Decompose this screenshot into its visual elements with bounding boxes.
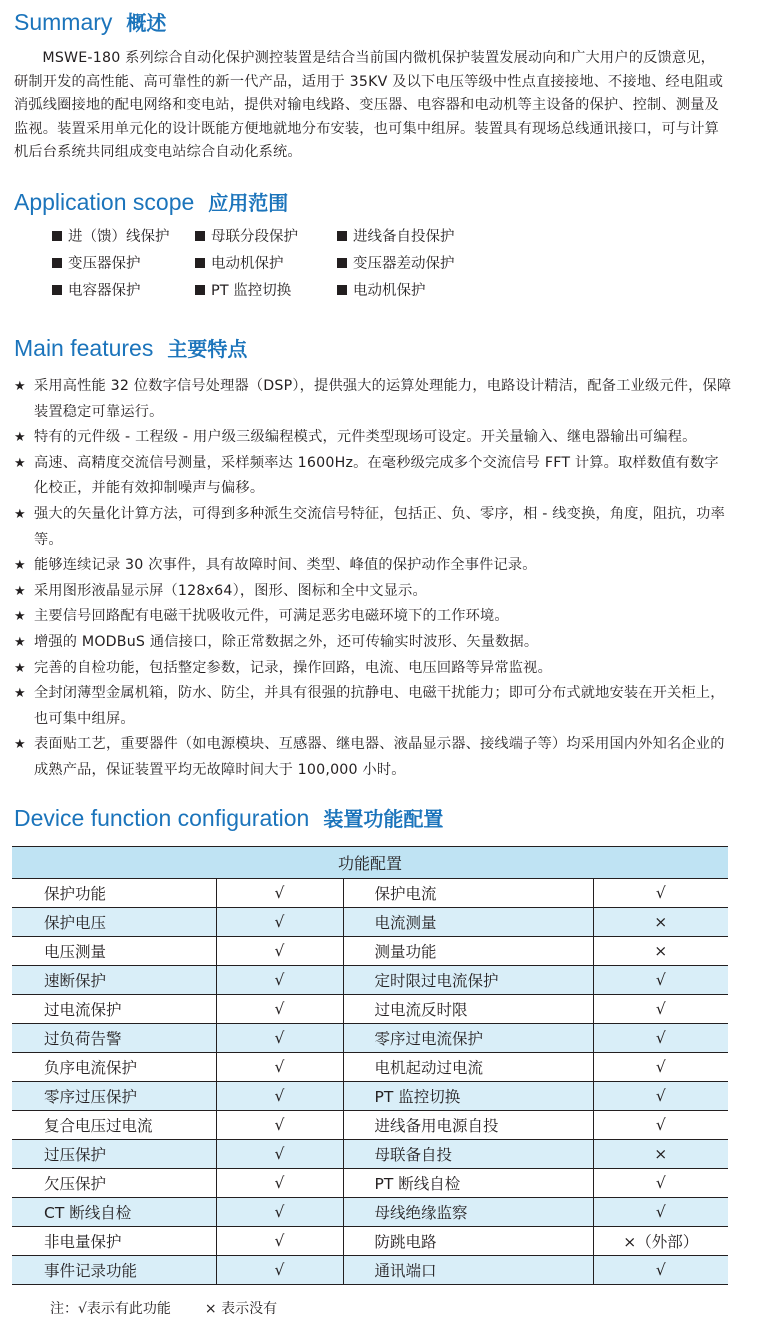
star-icon: ★ bbox=[14, 455, 26, 471]
function-mark-cell: √ bbox=[216, 1082, 343, 1111]
summary-title-cn: 概述 bbox=[126, 11, 167, 35]
table-note bbox=[50, 1298, 311, 1318]
square-bullet-icon bbox=[195, 285, 205, 295]
function-name-cell: 过压保护 bbox=[12, 1140, 216, 1169]
config-title-en: Device function configuration bbox=[14, 805, 310, 831]
function-name-cell: 事件记录功能 bbox=[12, 1256, 216, 1285]
table-row bbox=[12, 1227, 728, 1256]
table-header: 功能配置 bbox=[12, 847, 728, 879]
scope-item-label: 电动机保护 bbox=[211, 256, 284, 272]
star-icon: ★ bbox=[14, 506, 26, 522]
scope-item-label: 电动机保护 bbox=[353, 283, 426, 299]
function-name-cell: 电流测量 bbox=[343, 908, 593, 937]
function-mark-cell: √ bbox=[216, 879, 343, 908]
scope-item bbox=[52, 280, 195, 302]
note-cross: × 表示没有 bbox=[204, 1301, 278, 1317]
summary-title-en: Summary bbox=[14, 9, 113, 35]
star-icon: ★ bbox=[14, 634, 26, 650]
table-row bbox=[12, 1198, 728, 1227]
summary-paragraph: MSWE-180 系列综合自动化保护测控装置是结合当前国内微机保护装置发展动向和广大用户的反馈意见，研制开发的高性能、高可靠性的新一代产品，适用于 35KV 及以下电压等级中性点直接接地、不接地、经电阻或消弧线圈接地的配电网络和变电站，提供对输电线路、变压器、电容器和电动机等主设备的保护、控制、测量及监视。装置采用单元化的设计既能方便地就地分布安装，也可集中组屏。装置具有现场总线通讯接口，可与计算机后台系统共同组成变电站综合自动化系统。 bbox=[14, 50, 724, 161]
feature-text: 特有的元件级 - 工程级 - 用户级三级编程模式，元件类型现场可设定。开关量输入、继电器输出可编程。 bbox=[34, 429, 697, 446]
feature-text: 全封闭薄型金属机箱，防水、防尘，并具有很强的抗静电、电磁干扰能力；即可分布式就地安装在开关柜上，也可集中组屏。 bbox=[34, 685, 725, 727]
function-config-table bbox=[12, 846, 728, 1285]
table-row bbox=[12, 995, 728, 1024]
scope-item bbox=[337, 280, 487, 302]
function-name-cell: 母线绝缘监察 bbox=[343, 1198, 593, 1227]
function-mark-cell: √ bbox=[216, 1198, 343, 1227]
function-mark-cell: √ bbox=[593, 1053, 728, 1082]
scope-item bbox=[195, 280, 337, 302]
features-list bbox=[14, 374, 732, 784]
function-name-cell: 测量功能 bbox=[343, 937, 593, 966]
feature-text: 表面贴工艺，重要器件（如电源模块、互感器、继电器、液晶显示器、接线端子等）均采用国内外知名企业的成熟产品，保证装置平均无故障时间大于 100,000 小时。 bbox=[34, 736, 725, 778]
star-icon: ★ bbox=[14, 609, 26, 625]
scope-item bbox=[337, 226, 487, 248]
function-name-cell: 进线备用电源自投 bbox=[343, 1111, 593, 1140]
function-mark-cell: √ bbox=[593, 966, 728, 995]
square-bullet-icon bbox=[52, 285, 62, 295]
function-name-cell: 保护电压 bbox=[12, 908, 216, 937]
feature-item bbox=[14, 502, 732, 553]
square-bullet-icon bbox=[52, 258, 62, 268]
function-mark-cell: √ bbox=[216, 908, 343, 937]
table-row bbox=[12, 879, 728, 908]
function-mark-cell: √ bbox=[593, 1256, 728, 1285]
function-name-cell: 保护电流 bbox=[343, 879, 593, 908]
function-name-cell: 过电流反时限 bbox=[343, 995, 593, 1024]
config-title-cn: 装置功能配置 bbox=[323, 807, 444, 831]
function-mark-cell: × bbox=[593, 1140, 728, 1169]
feature-text: 增强的 MODBuS 通信接口，除正常数据之外，还可传输实时波形、矢量数据。 bbox=[34, 633, 539, 650]
scope-item-label: 进（馈）线保护 bbox=[68, 229, 170, 245]
feature-item bbox=[14, 425, 732, 451]
function-name-cell: 零序过压保护 bbox=[12, 1082, 216, 1111]
scope-item bbox=[52, 226, 195, 248]
function-mark-cell: √ bbox=[216, 937, 343, 966]
function-name-cell: CT 断线自检 bbox=[12, 1198, 216, 1227]
function-name-cell: 非电量保护 bbox=[12, 1227, 216, 1256]
note-check: 注：√表示有此功能 bbox=[50, 1301, 171, 1317]
feature-text: 强大的矢量化计算方法，可得到多种派生交流信号特征，包括正、负、零序，相 - 线变换，角度，阻抗，功率等。 bbox=[34, 505, 725, 548]
table-row bbox=[12, 1169, 728, 1198]
function-mark-cell: √ bbox=[593, 1111, 728, 1140]
star-icon: ★ bbox=[14, 686, 26, 702]
feature-item bbox=[14, 451, 732, 502]
feature-item bbox=[14, 604, 732, 630]
function-mark-cell: √ bbox=[593, 879, 728, 908]
function-mark-cell: √ bbox=[593, 1082, 728, 1111]
function-mark-cell: √ bbox=[216, 995, 343, 1024]
square-bullet-icon bbox=[195, 258, 205, 268]
scope-title-en: Application scope bbox=[14, 189, 195, 215]
square-bullet-icon bbox=[337, 285, 347, 295]
function-mark-cell: √ bbox=[216, 1227, 343, 1256]
function-name-cell: 电压测量 bbox=[12, 937, 216, 966]
scope-item-label: 电容器保护 bbox=[68, 283, 141, 299]
function-name-cell: 速断保护 bbox=[12, 966, 216, 995]
table-row bbox=[12, 1256, 728, 1285]
function-name-cell: PT 断线自检 bbox=[343, 1169, 593, 1198]
table-body bbox=[12, 879, 728, 1285]
feature-item bbox=[14, 732, 732, 783]
scope-item-label: 进线备自投保护 bbox=[353, 229, 455, 245]
function-name-cell: 欠压保护 bbox=[12, 1169, 216, 1198]
feature-item bbox=[14, 681, 732, 732]
feature-item bbox=[14, 553, 732, 579]
function-mark-cell: √ bbox=[216, 966, 343, 995]
scope-item-label: PT 监控切换 bbox=[211, 283, 292, 299]
table-header-row bbox=[12, 847, 728, 879]
function-name-cell: 通讯端口 bbox=[343, 1256, 593, 1285]
function-mark-cell: √ bbox=[593, 995, 728, 1024]
function-name-cell: 过负荷告警 bbox=[12, 1024, 216, 1053]
feature-text: 能够连续记录 30 次事件，具有故障时间、类型、峰值的保护动作全事件记录。 bbox=[34, 557, 537, 574]
function-mark-cell: √ bbox=[216, 1169, 343, 1198]
function-mark-cell: √ bbox=[216, 1140, 343, 1169]
feature-text: 采用高性能 32 位数字信号处理器（DSP），提供强大的运算处理能力，电路设计精洁，配备工业级元件，保障装置稳定可靠运行。 bbox=[34, 378, 732, 420]
function-name-cell: 过电流保护 bbox=[12, 995, 216, 1024]
function-mark-cell: √ bbox=[216, 1024, 343, 1053]
scope-item-label: 变压器保护 bbox=[68, 256, 141, 272]
table-row bbox=[12, 937, 728, 966]
scope-heading bbox=[14, 187, 288, 218]
scope-title-cn: 应用范围 bbox=[208, 191, 289, 215]
function-mark-cell: × bbox=[593, 937, 728, 966]
square-bullet-icon bbox=[337, 258, 347, 268]
config-heading bbox=[14, 803, 443, 834]
function-name-cell: 保护功能 bbox=[12, 879, 216, 908]
summary-heading bbox=[14, 7, 166, 38]
scope-item-label: 母联分段保护 bbox=[211, 229, 298, 245]
function-name-cell: 定时限过电流保护 bbox=[343, 966, 593, 995]
features-title-cn: 主要特点 bbox=[167, 337, 248, 361]
scope-item bbox=[195, 253, 337, 275]
function-name-cell: 负序电流保护 bbox=[12, 1053, 216, 1082]
scope-list bbox=[52, 226, 487, 302]
feature-item bbox=[14, 374, 732, 425]
function-name-cell: 防跳电路 bbox=[343, 1227, 593, 1256]
feature-text: 高速、高精度交流信号测量，采样频率达 1600Hz。在毫秒级完成多个交流信号 FFT 计算。取样数值有数字化校正，并能有效抑制噪声与偏移。 bbox=[34, 454, 719, 497]
function-mark-cell: ×（外部） bbox=[593, 1227, 728, 1256]
function-name-cell: 电机起动过电流 bbox=[343, 1053, 593, 1082]
function-mark-cell: √ bbox=[216, 1111, 343, 1140]
scope-item-label: 变压器差动保护 bbox=[353, 256, 455, 272]
table-row bbox=[12, 1024, 728, 1053]
feature-text: 主要信号回路配有电磁干扰吸收元件，可满足恶劣电磁环境下的工作环境。 bbox=[34, 608, 509, 625]
function-mark-cell: √ bbox=[216, 1053, 343, 1082]
table-row bbox=[12, 1140, 728, 1169]
function-name-cell: 母联备自投 bbox=[343, 1140, 593, 1169]
feature-item bbox=[14, 656, 732, 682]
star-icon: ★ bbox=[14, 558, 26, 574]
scope-item bbox=[195, 226, 337, 248]
table-row bbox=[12, 1053, 728, 1082]
table-row bbox=[12, 1111, 728, 1140]
table-row bbox=[12, 966, 728, 995]
square-bullet-icon bbox=[52, 231, 62, 241]
feature-item bbox=[14, 579, 732, 605]
scope-item bbox=[52, 253, 195, 275]
scope-item bbox=[337, 253, 487, 275]
function-mark-cell: √ bbox=[593, 1198, 728, 1227]
table-row bbox=[12, 1082, 728, 1111]
feature-item bbox=[14, 630, 732, 656]
star-icon: ★ bbox=[14, 379, 26, 394]
feature-text: 完善的自检功能，包括整定参数，记录，操作回路，电流、电压回路等异常监视。 bbox=[34, 659, 552, 676]
features-heading bbox=[14, 333, 247, 364]
function-name-cell: PT 监控切换 bbox=[343, 1082, 593, 1111]
function-mark-cell: √ bbox=[216, 1256, 343, 1285]
square-bullet-icon bbox=[195, 231, 205, 241]
function-name-cell: 复合电压过电流 bbox=[12, 1111, 216, 1140]
table-row bbox=[12, 908, 728, 937]
star-icon: ★ bbox=[14, 583, 26, 599]
function-name-cell: 零序过电流保护 bbox=[343, 1024, 593, 1053]
square-bullet-icon bbox=[337, 231, 347, 241]
function-mark-cell: √ bbox=[593, 1024, 728, 1053]
feature-text: 采用图形液晶显示屏（128x64），图形、图标和全中文显示。 bbox=[34, 582, 427, 599]
star-icon: ★ bbox=[14, 430, 26, 446]
star-icon: ★ bbox=[14, 737, 26, 753]
star-icon: ★ bbox=[14, 660, 26, 676]
function-mark-cell: × bbox=[593, 908, 728, 937]
function-mark-cell: √ bbox=[593, 1169, 728, 1198]
features-title-en: Main features bbox=[14, 335, 154, 361]
